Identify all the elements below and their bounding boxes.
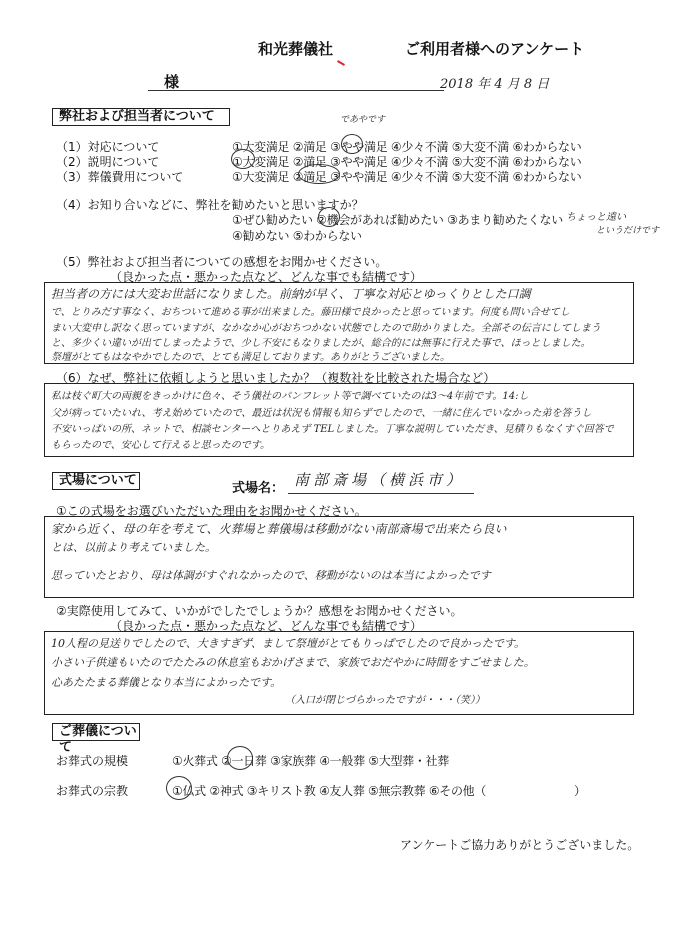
footer-thanks: アンケートご協力ありがとうございました。 xyxy=(400,838,640,852)
section-venue-title: 式場について xyxy=(52,472,140,490)
section-staff-title: 弊社および担当者について xyxy=(52,108,230,126)
q5-line-4: と、多少くい違いが出てしまったようで、少し不安にもなりましたが、総合的には無事に行えた事で、ほっとしました。 xyxy=(51,338,591,349)
answer-circle-scale xyxy=(227,746,253,770)
q4-note-2: というだけです xyxy=(596,226,660,236)
venue-q2-label: ②実際使用してみて、いかがでしたでしょうか？感想をお聞かせください。 xyxy=(56,604,463,618)
q5-line-3: まい大変申し訳なく思っていますが、なかなか心がおちつかない状態でしたので助かりました。全部その伝言にしてしまう xyxy=(51,323,601,334)
q2-label: （2）説明について xyxy=(56,155,160,169)
section-funeral-title: ご葬儀について xyxy=(52,723,140,741)
handwritten-note-kind: であやです xyxy=(340,115,386,125)
funeral-religion-close: ） xyxy=(574,784,586,798)
funeral-religion-options: ①仏式 ②神式 ③キリスト教 ④友人葬 ⑤無宗教葬 ⑥その他（ xyxy=(172,784,487,798)
answer-circle-q1 xyxy=(341,134,363,154)
q1-options: ①大変満足 ②満足 ③やや満足 ④少々不満 ⑤大変不満 ⑥わからない xyxy=(232,140,582,154)
answer-circle-q3 xyxy=(298,164,340,184)
q5-line-2: で、とりみだす事なく、おちついて進める事が出来ました。藤田様で良かったと思っています。何度も問い合せてし xyxy=(51,307,570,318)
q1-label: （1）対応について xyxy=(56,140,160,154)
q5-label: （5）弊社および担当者についての感想をお聞かせください。 xyxy=(56,255,388,269)
venue-q2-answer-box xyxy=(44,631,634,715)
q5-line-1: 担当者の方には大変お世話になりました。前納が早く、丁寧な対応とゆっくりとした口調 xyxy=(51,287,531,301)
q4-label: （4）お知り合いなどに、弊社を勧めたいと思いますか？ xyxy=(56,198,364,212)
q6-line-4: もらったので、安心して行えると思ったのです。 xyxy=(51,440,270,451)
funeral-scale-options: ①火葬式 ②一日葬 ③家族葬 ④一般葬 ⑤大型葬・社葬 xyxy=(172,754,449,768)
answer-circle-q4 xyxy=(318,207,340,227)
name-underline xyxy=(148,90,444,91)
q6-label: （6）なぜ、弊社に依頼しようと思いましたか？（複数社を比較された場合など） xyxy=(56,371,496,385)
venue-q2-line-3: 心あたたまる葬儀となり本当によかったです。 xyxy=(51,676,282,689)
q3-options: ①大変満足 ②満足 ③やや満足 ④少々不満 ⑤大変不満 ⑥わからない xyxy=(232,170,582,184)
q4-options-1: ①ぜひ勧めたい ②機会があれば勧めたい ③あまり勧めたくない xyxy=(232,213,563,227)
q4-options-2: ④勧めない ⑤わからない xyxy=(232,229,362,243)
q6-line-3: 不安いっぱいの所、ネットで、相談センターへとりあえず TELしました。丁寧な説明していただき、見積りもなくすぐ回答で xyxy=(51,424,614,435)
sama-label: 様 xyxy=(164,73,180,91)
company-name: 和光葬儀社 xyxy=(258,40,334,58)
red-mark xyxy=(337,60,345,66)
venue-q1-answer-box xyxy=(44,516,634,598)
venue-q1-line-2: とは、以前より考えていました。 xyxy=(51,541,216,554)
q4-note-1: ちょっと遠い xyxy=(566,212,626,223)
venue-q2-line-1: 10人程の見送りでしたので、大きすぎず、まして祭壇がとてもりっぱでしたので良かったです。 xyxy=(51,637,526,650)
q6-line-2: 父が病っていたいれ、考え始めていたので、最近は状況も情報も知らずでしたので、一緒に住んでいなかった弟を答うし xyxy=(51,408,592,419)
q5-line-5: 祭壇がとてもはなやかでしたので、とても満足しております。ありがとうございました。 xyxy=(51,352,450,363)
q3-label: （3）葬儀費用について xyxy=(56,170,184,184)
q2-options: ①大変満足 ②満足 ③やや満足 ④少々不満 ⑤大変不満 ⑥わからない xyxy=(232,155,582,169)
survey-title: ご利用者様へのアンケート xyxy=(405,40,585,58)
survey-date: 2018 年 4 月 8 日 xyxy=(440,77,550,92)
q6-line-1: 私は枝ぐ町大の両親をきっかけに色々、そう儀社のパンフレット等で調べていたのは3〜4年前です。14:し xyxy=(51,391,529,402)
venue-q1-line-1: 家から近く、母の年を考えて、火葬場と葬儀場は移動がない南部斎場で出来たら良い xyxy=(51,522,507,536)
venue-underline xyxy=(288,493,474,494)
funeral-religion-label: お葬式の宗教 xyxy=(56,784,129,798)
answer-circle-religion xyxy=(166,776,192,800)
q5-sub: （良かった点・悪かった点など、どんな事でも結構です） xyxy=(110,270,423,284)
q5-answer-box xyxy=(44,282,634,364)
venue-q1-line-4: 思っていたとおり、母は体調がすぐれなかったので、移動がないのは本当によかったです xyxy=(51,569,491,582)
venue-q1-label: ①この式場をお選びいただいた理由をお聞かせください。 xyxy=(56,504,367,518)
venue-label: 式場名： xyxy=(232,481,285,496)
venue-q2-line-4: （入口が閉じづらかったですが・・・（笑）） xyxy=(285,695,485,706)
answer-circle-q2 xyxy=(231,149,255,169)
q6-answer-box xyxy=(44,383,634,457)
venue-q2-line-2: 小さい子供達もいたのでたたみの休息室もおかげさまで、家族でおだやかに時間をすごせました。 xyxy=(51,656,535,669)
venue-value: 南部斎場（横浜市） xyxy=(294,471,466,489)
funeral-scale-label: お葬式の規模 xyxy=(56,754,129,768)
venue-q2-sub: （良かった点・悪かった点など、どんな事でも結構です） xyxy=(110,619,423,633)
